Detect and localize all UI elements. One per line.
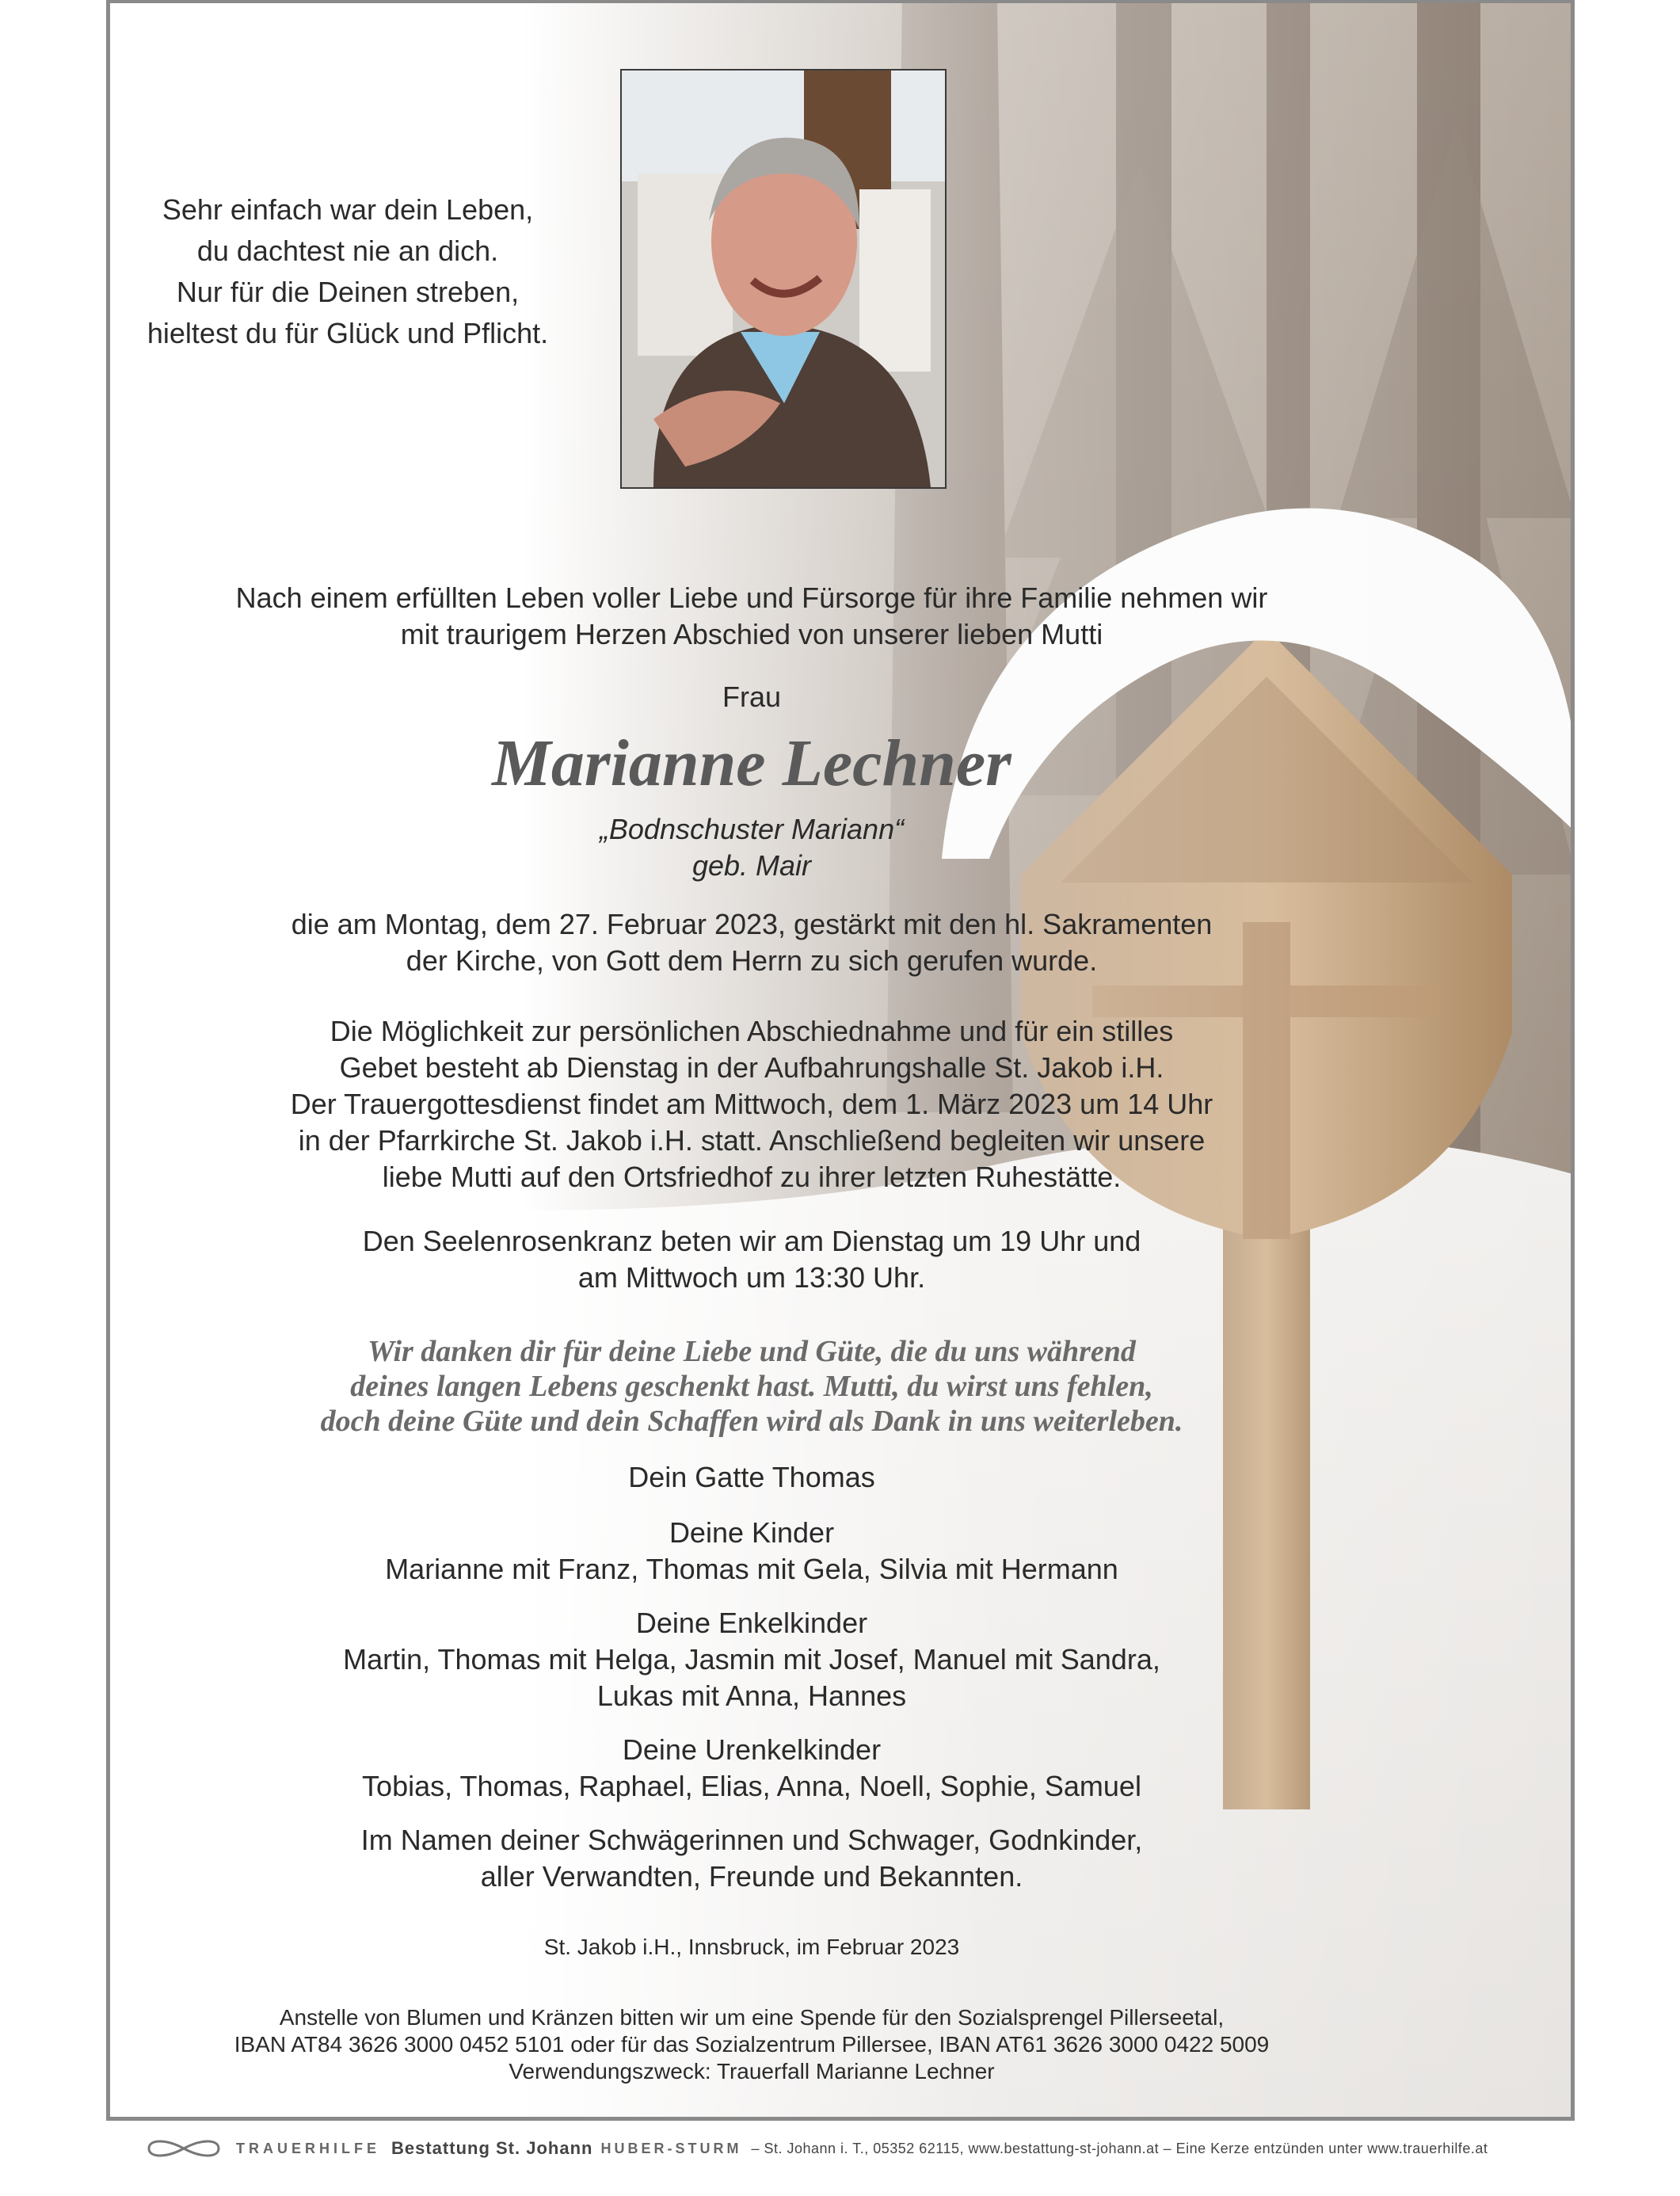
children-title: Deine Kinder — [669, 1516, 835, 1549]
ceremony-line: liebe Mutti auf den Ortsfriedhof zu ihrer letzten Ruhestätte. — [382, 1161, 1122, 1193]
thanks-message — [110, 1334, 1393, 1439]
maiden-name: geb. Mair — [691, 849, 812, 882]
death-line: die am Montag, dem 27. Februar 2023, gestärkt mit den hl. Sakramenten — [291, 908, 1213, 940]
mourner-children — [110, 1515, 1393, 1588]
ceremony-line: in der Pfarrkirche St. Jakob i.H. statt. Anschließend begleiten wir unsere — [298, 1124, 1206, 1157]
mourner-others — [110, 1822, 1393, 1895]
poem-line: Sehr einfach war dein Leben, — [162, 193, 534, 226]
poem-line: du dachtest nie an dich. — [196, 234, 499, 267]
mourner-spouse: Dein Gatte Thomas — [628, 1461, 875, 1493]
donation-request — [110, 2004, 1393, 2085]
others-line: Im Namen deiner Schwägerinnen und Schwager, Godnkinder, — [360, 1824, 1143, 1856]
mourner-great-grandchildren — [110, 1732, 1393, 1805]
others-line: aller Verwandten, Freunde und Bekannten. — [480, 1860, 1023, 1893]
footer-company: Bestattung St. Johann — [391, 2138, 593, 2158]
footer-contact: – St. Johann i. T., 05352 62115, www.bestattung-st-johann.at – Eine Kerze entzünden unter www.trauerhilfe.at — [751, 2140, 1488, 2156]
portrait-photo — [620, 69, 947, 489]
footer-subbrand: HUBER-STURM — [600, 2140, 742, 2156]
place-date: St. Jakob i.H., Innsbruck, im Februar 2023 — [543, 1935, 960, 1959]
great-grandchildren-title: Deine Urenkelkinder — [622, 1733, 882, 1766]
grandchildren-names: Martin, Thomas mit Helga, Jasmin mit Josef, Manuel mit Sandra, — [343, 1643, 1160, 1676]
ceremony-details — [110, 1013, 1393, 1195]
deceased-name: Marianne Lechner — [492, 726, 1011, 800]
memorial-poem — [142, 189, 554, 354]
rosary-line: Den Seelenrosenkranz beten wir am Dienstag um 19 Uhr und — [362, 1225, 1141, 1257]
thanks-line: Wir danken dir für deine Liebe und Güte, die du uns während — [368, 1335, 1136, 1368]
grandchildren-title: Deine Enkelkinder — [635, 1607, 868, 1639]
mourner-grandchildren — [110, 1605, 1393, 1714]
intro-line: mit traurigem Herzen Abschied von unserer lieben Mutti — [400, 618, 1103, 650]
footer-brand: TRAUERHILFE — [236, 2140, 380, 2156]
donation-line: Anstelle von Blumen und Kränzen bitten wir um eine Spende für den Sozialsprengel Pillerseetal, — [279, 2005, 1225, 2030]
ceremony-line: Der Trauergottesdienst findet am Mittwoch, dem 1. März 2023 um 14 Uhr — [290, 1088, 1213, 1120]
salutation: Frau — [722, 681, 782, 713]
death-notice — [110, 906, 1393, 979]
donation-line: Verwendungszweck: Trauerfall Marianne Lechner — [509, 2059, 995, 2084]
ceremony-line: Gebet besteht ab Dienstag in der Aufbahrungshalle St. Jakob i.H. — [339, 1051, 1164, 1084]
obituary-card — [106, 0, 1575, 2121]
poem-line: Nur für die Deinen streben, — [176, 276, 520, 308]
intro-text — [110, 580, 1393, 653]
death-line: der Kirche, von Gott dem Herrn zu sich gerufen wurde. — [406, 944, 1098, 977]
donation-line: IBAN AT84 3626 3000 0452 5101 oder für das Sozialzentrum Pillersee, IBAN AT61 3626 3000 0422 5009 — [234, 2032, 1270, 2057]
ceremony-line: Die Möglichkeit zur persönlichen Abschiednahme und für ein stilles — [330, 1015, 1174, 1047]
rosary-info — [110, 1223, 1393, 1296]
great-grandchildren-names: Tobias, Thomas, Raphael, Elias, Anna, Noell, Sophie, Samuel — [362, 1770, 1141, 1802]
infinity-logo-icon — [143, 2134, 225, 2163]
thanks-line: doch deine Güte und dein Schaffen wird als Dank in uns weiterleben. — [320, 1405, 1183, 1438]
grandchildren-names: Lukas mit Anna, Hannes — [596, 1679, 907, 1712]
thanks-line: deines langen Lebens geschenkt hast. Mutti, du wirst uns fehlen, — [350, 1370, 1153, 1403]
portrait-image — [622, 71, 945, 487]
deceased-nickname: „Bodnschuster Mariann“ — [599, 813, 905, 845]
footer-bar — [143, 2133, 1568, 2164]
rosary-line: am Mittwoch um 13:30 Uhr. — [577, 1261, 926, 1294]
children-names: Marianne mit Franz, Thomas mit Gela, Silvia mit Hermann — [385, 1553, 1118, 1585]
poem-line: hieltest du für Glück und Pflicht. — [147, 317, 549, 349]
intro-line: Nach einem erfüllten Leben voller Liebe und Fürsorge für ihre Familie nehmen wir — [235, 581, 1268, 614]
